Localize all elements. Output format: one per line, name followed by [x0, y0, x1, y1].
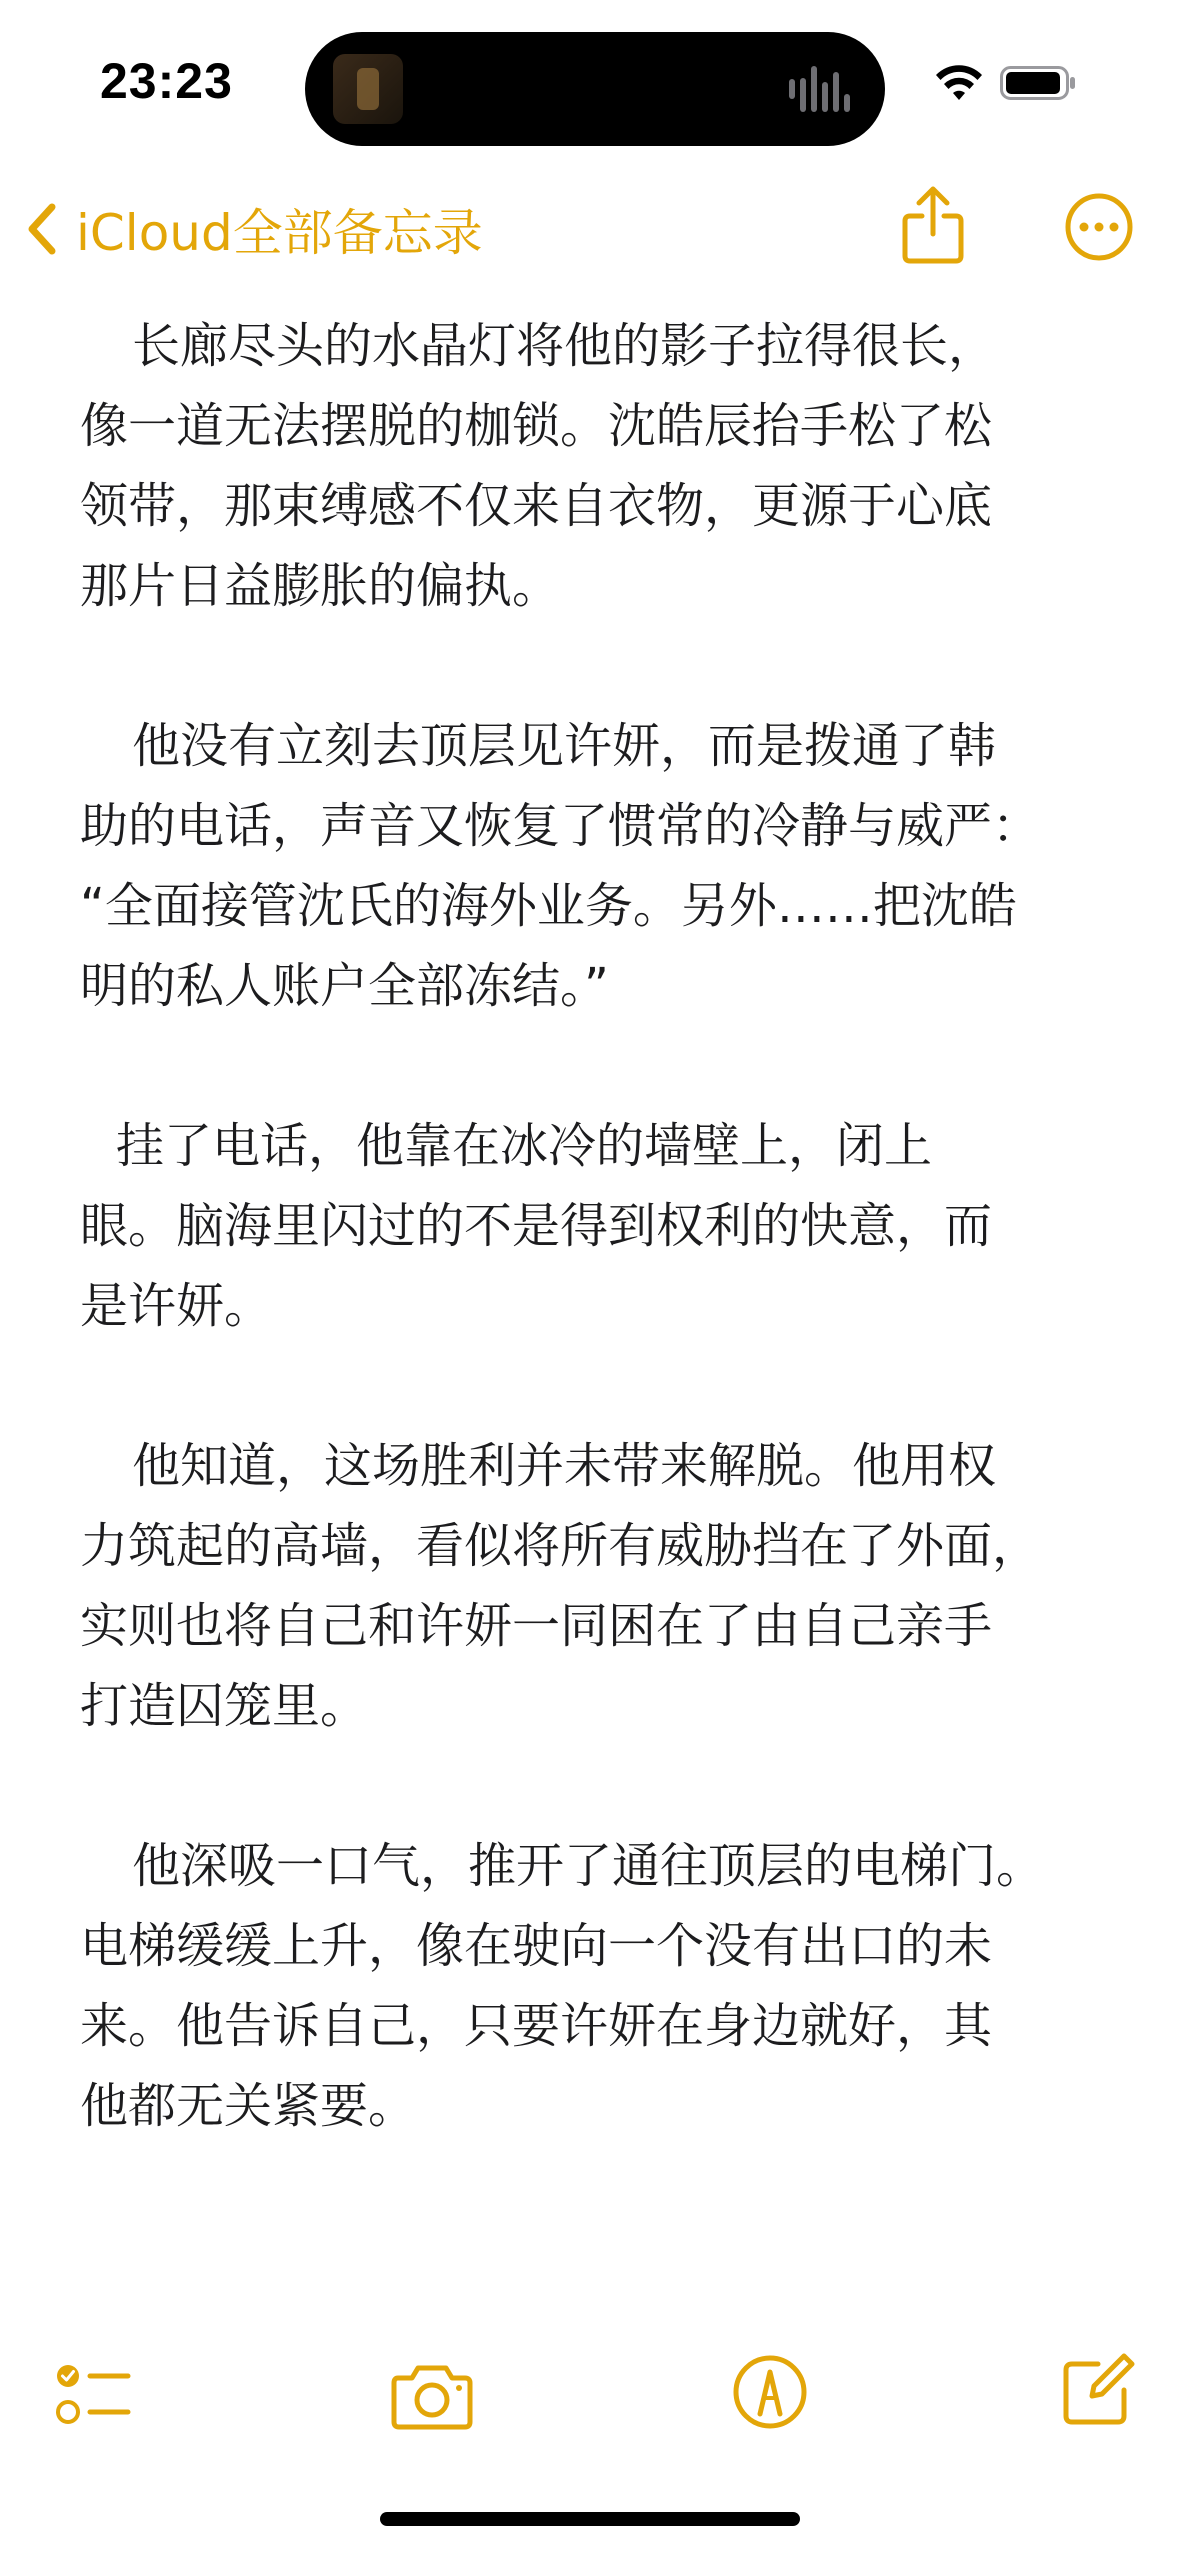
more-icon[interactable] — [1064, 192, 1134, 262]
note-line: 力筑起的高墙，看似将所有威胁挡在了外面， — [80, 1518, 1041, 1574]
note-line: 长廊尽头的水晶灯将他的影子拉得很长， — [132, 318, 997, 374]
checklist-icon[interactable] — [54, 2354, 134, 2434]
note-line: 实则也将自己和许妍一同困在了由自己亲手 — [80, 1598, 993, 1654]
camera-icon[interactable] — [390, 2354, 474, 2434]
note-line: 是许妍。 — [80, 1278, 273, 1334]
share-icon[interactable] — [900, 184, 966, 266]
markup-icon[interactable] — [730, 2352, 810, 2432]
note-line: 打造囚笼里。 — [80, 1678, 369, 1734]
note-line: 像一道无法摆脱的枷锁。沈皓辰抬手松了松 — [80, 398, 993, 454]
paragraph-gap — [80, 1026, 1120, 1106]
note-line: 他没有立刻去顶层见许妍，而是拨通了韩 — [132, 718, 997, 774]
note-line: “全面接管沈氏的海外业务。另外……把沈皓 — [80, 878, 1017, 934]
note-line: 明的私人账户全部冻结。” — [80, 958, 609, 1014]
note-line: 他都无关紧要。 — [80, 2078, 417, 2134]
note-line: 眼。脑海里闪过的不是得到权利的快意，而 — [80, 1198, 993, 1254]
note-line: 助的电话，声音又恢复了惯常的冷静与威严： — [80, 798, 1041, 854]
now-playing-artwork — [333, 54, 403, 124]
battery-icon — [1000, 66, 1078, 100]
audio-waveform-icon — [789, 66, 849, 112]
status-time: 23:23 — [100, 53, 233, 109]
note-line: 他深吸一口气，推开了通往顶层的电梯门。 — [132, 1838, 1045, 1894]
back-button[interactable] — [22, 194, 483, 264]
note-line: 领带，那束缚感不仅来自衣物，更源于心底 — [80, 478, 993, 534]
note-line: 来。他告诉自己，只要许妍在身边就好，其 — [80, 1998, 993, 2054]
dynamic-island[interactable] — [305, 32, 885, 146]
wifi-icon — [935, 62, 983, 102]
paragraph-gap — [80, 1746, 1120, 1826]
home-indicator[interactable] — [380, 2512, 800, 2526]
note-line: 挂了电话，他靠在冰冷的墙壁上，闭上 — [116, 1118, 933, 1174]
chevron-left-icon — [22, 199, 62, 259]
nav-bar — [0, 170, 1180, 290]
bottom-toolbar — [0, 2330, 1180, 2450]
status-bar — [0, 0, 1180, 170]
paragraph-gap — [80, 1346, 1120, 1426]
note-line: 他知道，这场胜利并未带来解脱。他用权 — [132, 1438, 997, 1494]
note-body[interactable] — [80, 306, 1120, 2146]
paragraph-gap — [80, 626, 1120, 706]
back-label[interactable]: iCloud全部备忘录 — [76, 204, 483, 262]
note-line: 电梯缓缓上升，像在驶向一个没有出口的未 — [80, 1918, 993, 1974]
compose-icon[interactable] — [1058, 2350, 1138, 2430]
note-line: 那片日益膨胀的偏执。 — [80, 558, 561, 614]
